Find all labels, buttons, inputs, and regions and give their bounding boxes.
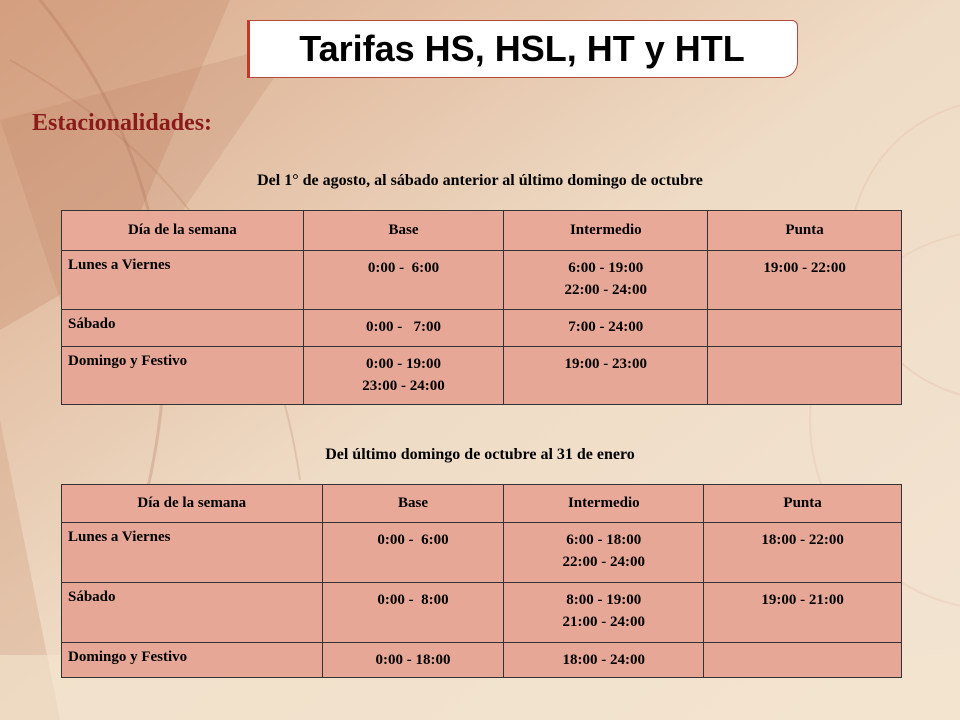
cell-intermedio: 8:00 - 19:00 21:00 - 24:00 <box>504 583 704 643</box>
table-row <box>62 251 902 310</box>
header-day: Día de la semana <box>62 211 304 251</box>
cell-base: 0:00 - 7:00 <box>303 310 504 347</box>
header-base: Base <box>322 485 504 523</box>
cell-intermedio: 6:00 - 18:00 22:00 - 24:00 <box>504 523 704 583</box>
cell-day: Sábado <box>62 310 304 347</box>
header-day: Día de la semana <box>62 485 323 523</box>
table-header-row <box>62 211 902 251</box>
page-title: Tarifas HS, HSL, HT y HTL <box>299 28 745 69</box>
cell-punta <box>704 643 902 678</box>
cell-day: Domingo y Festivo <box>62 347 304 405</box>
tariff-table-1 <box>61 210 902 405</box>
table-row <box>62 583 902 643</box>
cell-base: 0:00 - 8:00 <box>322 583 504 643</box>
cell-intermedio: 7:00 - 24:00 <box>504 310 708 347</box>
cell-punta <box>708 347 902 405</box>
header-punta: Punta <box>704 485 902 523</box>
cell-punta: 18:00 - 22:00 <box>704 523 902 583</box>
cell-base: 0:00 - 19:00 23:00 - 24:00 <box>303 347 504 405</box>
cell-intermedio: 18:00 - 24:00 <box>504 643 704 678</box>
cell-punta: 19:00 - 22:00 <box>708 251 902 310</box>
table-row <box>62 310 902 347</box>
header-base: Base <box>303 211 504 251</box>
cell-base: 0:00 - 18:00 <box>322 643 504 678</box>
cell-punta: 19:00 - 21:00 <box>704 583 902 643</box>
table-row <box>62 523 902 583</box>
cell-base: 0:00 - 6:00 <box>303 251 504 310</box>
tariff-table-2 <box>61 484 902 678</box>
header-intermedio: Intermedio <box>504 485 704 523</box>
table-row <box>62 347 902 405</box>
cell-base: 0:00 - 6:00 <box>322 523 504 583</box>
section-heading: Estacionalidades: <box>32 110 213 136</box>
cell-day: Lunes a Viernes <box>62 251 304 310</box>
title-banner <box>247 20 798 78</box>
header-intermedio: Intermedio <box>504 211 708 251</box>
cell-intermedio: 6:00 - 19:00 22:00 - 24:00 <box>504 251 708 310</box>
table2-caption: Del último domingo de octubre al 31 de enero <box>325 446 635 463</box>
table1-caption: Del 1° de agosto, al sábado anterior al último domingo de octubre <box>257 172 703 189</box>
cell-day: Sábado <box>62 583 323 643</box>
cell-day: Lunes a Viernes <box>62 523 323 583</box>
table-header-row <box>62 485 902 523</box>
cell-punta <box>708 310 902 347</box>
cell-intermedio: 19:00 - 23:00 <box>504 347 708 405</box>
header-punta: Punta <box>708 211 902 251</box>
cell-day: Domingo y Festivo <box>62 643 323 678</box>
table-row <box>62 643 902 678</box>
